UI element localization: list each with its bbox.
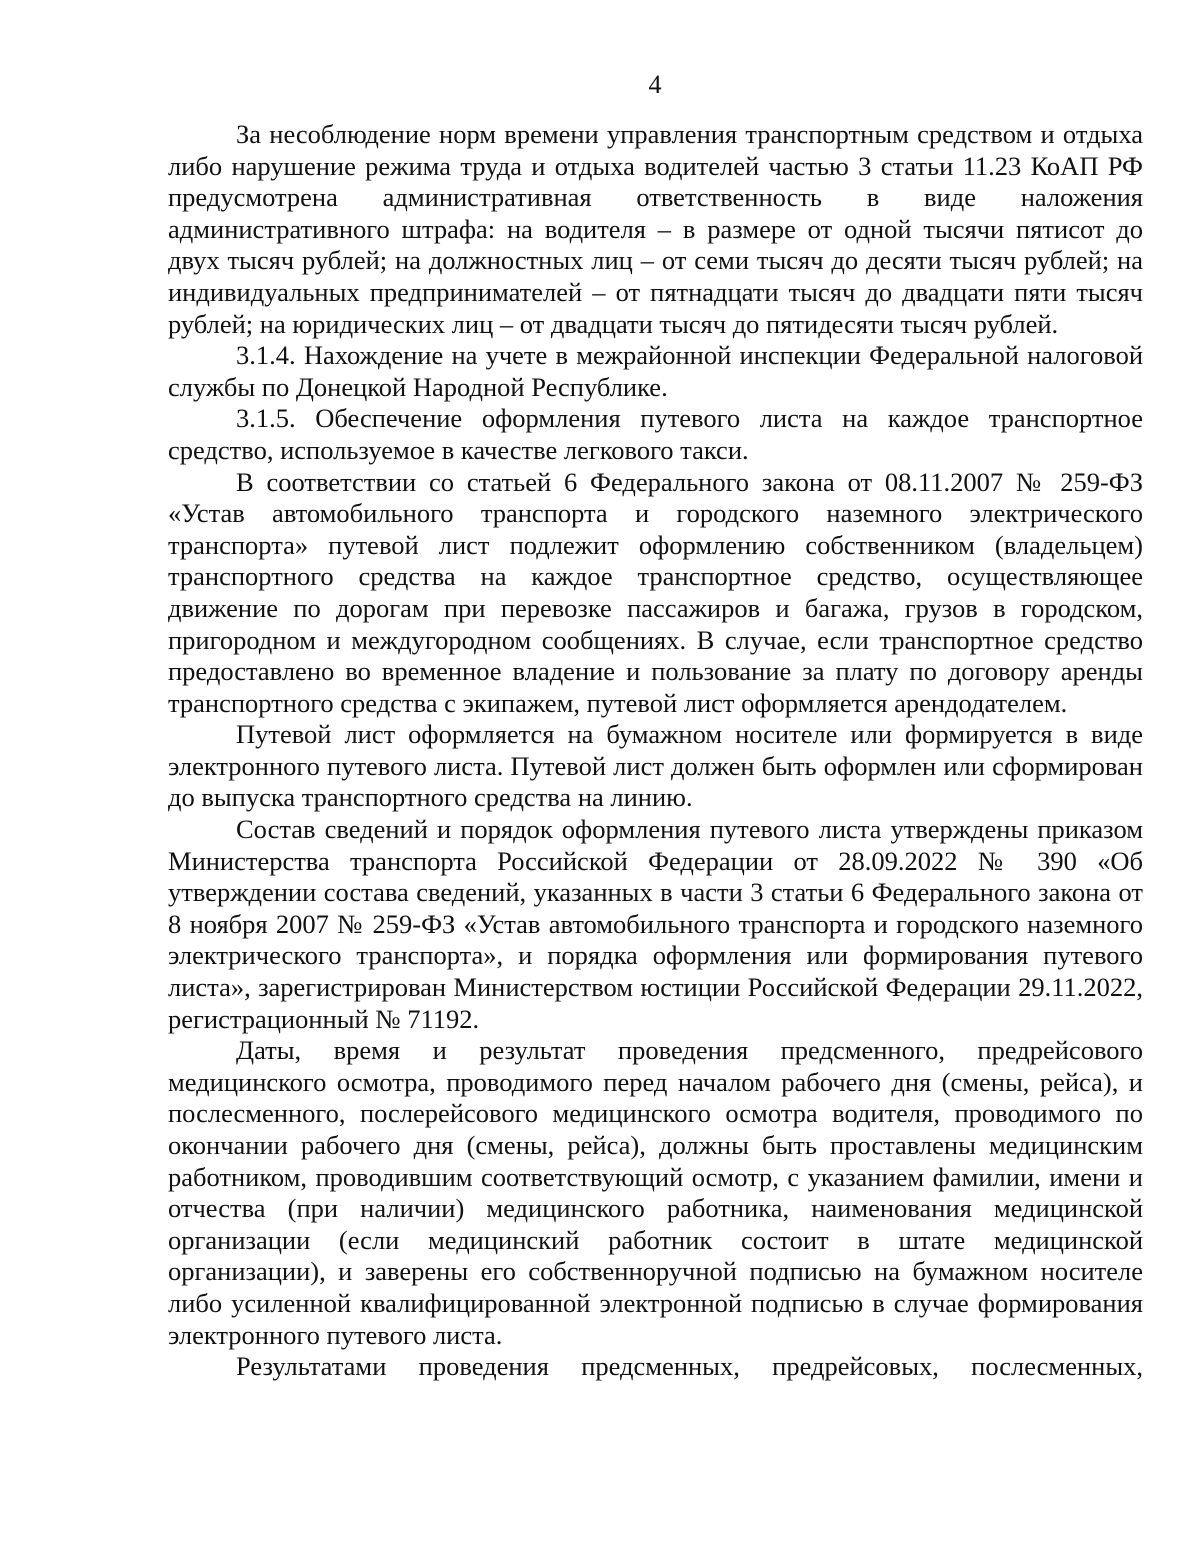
paragraph-waybill-requirement: 3.1.5. Обеспечение оформления путевого листа на каждое транспортное средство, используемое в качестве легкового такси.	[168, 403, 1143, 465]
page-number: 4	[648, 70, 662, 99]
paragraph-inspection-results: Результатами проведения предсменных, предрейсовых, послесменных,	[236, 1351, 1143, 1382]
paragraph-liability-fines: За несоблюдение норм времени управления транспортным средством и отдыха либо нарушение режима труда и отдыха водителей частью 3 статьи 11.23 КоАП РФ предусмотрена административная ответственность в виде наложения административного штрафа: на водителя – в размере от одной тысячи пятисот до двух тысяч рублей; на должностных лиц – от семи тысяч до десяти тысяч рублей; на индивидуальных предпринимателей – от пятнадцати тысяч до двадцати пяти тысяч рублей; на юридических лиц – от двадцати тысяч до пятидесяти тысяч рублей.	[168, 119, 1143, 339]
paragraph-medical-inspection: Даты, время и результат проведения предсменного, предрейсового медицинского осмотра, проводимого перед началом рабочего дня (смены, рейса), и послесменного, послерейсового медицинского осмотра водителя, проводимого по окончании рабочего дня (смены, рейса), должны быть проставлены медицинским работником, проводившим соответствующий осмотр, с указанием фамилии, имени и отчества (при наличии) медицинского работника, наименования медицинской организации (если медицинский работник состоит в штате медицинской организации), и заверены его собственноручной подписью на бумажном носителе либо усиленной квалифицированной электронной подписью в случае формирования электронного путевого листа.	[168, 1035, 1143, 1350]
paragraph-federal-law-reference: В соответствии со статьей 6 Федерального закона от 08.11.2007 № 259-ФЗ «Устав автомобильного транспорта и городского наземного электрического транспорта» путевой лист подлежит оформлению собственником (владельцем) транспортного средства на каждое транспортное средство, осуществляющее движение по дорогам при перевозке пассажиров и багажа, грузов в городском, пригородном и междугородном сообщениях. В случае, если транспортное средство предоставлено во временное владение и пользование за плату по договору аренды транспортного средства с экипажем, путевой лист оформляется арендодателем.	[168, 466, 1143, 718]
document-body	[168, 119, 1143, 1383]
paragraph-waybill-format: Путевой лист оформляется на бумажном носителе или формируется в виде электронного путевого листа. Путевой лист должен быть оформлен или сформирован до выпуска транспортного средства на линию.	[168, 719, 1143, 813]
paragraph-ministry-order: Состав сведений и порядок оформления путевого листа утверждены приказом Министерства транспорта Российской Федерации от 28.09.2022 № 390 «Об утверждении состава сведений, указанных в части 3 статьи 6 Федерального закона от 8 ноября 2007 № 259-ФЗ «Устав автомобильного транспорта и городского наземного электрического транспорта», и порядка оформления или формирования путевого листа», зарегистрирован Министерством юстиции Российской Федерации 29.11.2022, регистрационный № 71192.	[168, 814, 1143, 1034]
paragraph-tax-registration: 3.1.4. Нахождение на учете в межрайонной инспекции Федеральной налоговой службы по Донецкой Народной Республике.	[168, 340, 1143, 402]
